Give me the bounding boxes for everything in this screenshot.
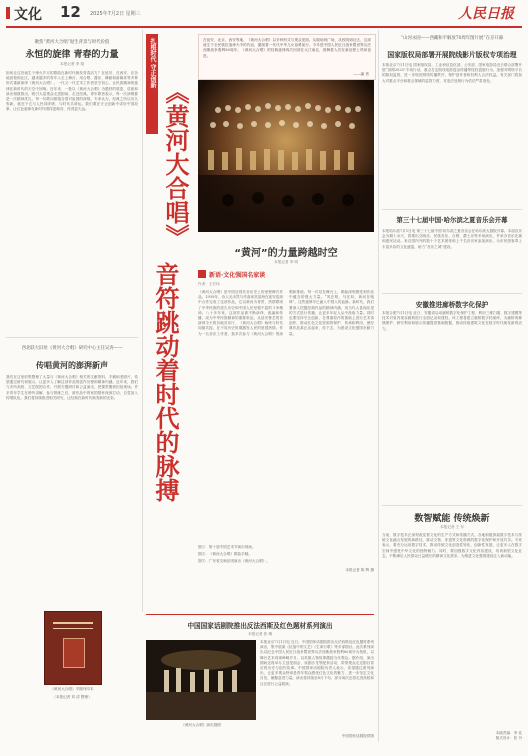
masthead-rule: [6, 26, 522, 28]
left-divider: [6, 337, 138, 338]
left-sub-kicker: 西北联大旧址《黄河大合唱》研究中心主任吴涛——: [21, 346, 123, 351]
feature-label-marker: [198, 270, 206, 278]
right-divider-1: [382, 209, 522, 210]
bottom-body: 本报北京7月1日电 近日，中国国家话剧院推出反法西斯及红色题材系列演出，集中展演《抗战中的文艺》《生命行歌》等多部剧目。此次系列演出以纪念中国人民抗日战争暨世界反法西斯战争胜利80周年为契机，以舞台艺术再现峥嵘岁月，以英雄人物故事激励当代观众。据介绍，演出期间还将举办主创见面会、戏剧沙龙等配套活动，带领观众走近剧目背后的历史与创作故事。中国国家话剧院负责人表示，希望通过系列演出，让更多观众特别是青年观众感受红色文化的魅力，进一步坚定文化自信，凝聚奋进力量。演出将持续至8月下旬，部分场次还将走进高校和社区进行公益展演。: [260, 640, 374, 686]
book-cover-caption: 《黄河大合唱》早期刊印本: [50, 687, 94, 691]
feature-body: 《黄河大合唱》是中国近现代音乐史上的里程碑式作品。1939年，诗人光未然与作曲家冼星海在延安窑洞中合作完成了这部作品，它以黄河为背景，热情歌颂了中华民族的悠久历史和中国人民坚强不屈的斗争精神。八十多年来，这部作品被不断演绎、改编和传播，成为中华民族精神的重要象征。从延安鲁艺的首演到今天的各地音乐厅，《黄河大合唱》始终与时代同频共振，在不同历史时期激发人民的爱国热情。作为一名音乐工作者，我多次参与《黄河大合唱》的演唱和排练。每一次站在舞台上，都能深刻感受到作品中蕴含的强大力量。“风在吼，马在叫，黄河在咆哮”，这些旋律早已融入中国人的血脉。新时代，我们要深入挖掘经典作品的精神内涵，用当代人喜闻乐见的方式进行传播，让更多年轻人从中汲取力量。同时也要坚持守正创新，在尊重原作的基础上进行艺术再创作，推动红色文化资源的保护、传承和利用，使经典作品真正活起来、传下去，为建设文化强国贡献力量。: [198, 290, 374, 336]
right-s4-headline: 数智赋能 传统焕新: [414, 514, 490, 524]
hero-title-bottom: 音符跳动着时代的脉搏: [151, 262, 179, 502]
right-s3-headline: 安徽推进廊桥数字化保护: [415, 301, 489, 309]
left-col-divider: [142, 30, 143, 612]
hero-title-top: 《黄河大合唱》: [161, 80, 189, 248]
left-byline: 本报记者 李 翔: [60, 62, 84, 66]
play-photo-caption: 《黄河大合唱》演出剧照: [181, 723, 221, 727]
hero-label: 扎根时代 守正创新: [146, 34, 158, 134]
right-s1-headline: 国家版权局部署开展院线影片版权专项治理: [387, 51, 517, 59]
feature-caption-2: 图②：《黄河大合唱》歌曲手稿。: [198, 552, 252, 556]
concert-photo: [198, 80, 374, 232]
right-s2-headline: 第三十七届中国·哈尔滨之夏音乐会开幕: [396, 216, 508, 224]
right-s2-body: 本报哈尔滨7月1日电 第三十七届中国·哈尔滨之夏音乐会在哈尔滨大剧院开幕。本届音乐会为期十余天，将推出交响乐、民族音乐、合唱、爵士乐等多场演出，并举办音乐比赛和惠民活动。来自国内外的数十个艺术团体和上千名音乐家参加演出，为市民游客奉上丰富多彩的文化盛宴，助力“音乐之城”建设。: [382, 229, 522, 249]
feature-label: [198, 270, 374, 279]
left-kicker: 聚焦“黄河大合唱”诞生背景与时代价值: [34, 40, 110, 45]
feature-author: 作者：王宏伟: [198, 282, 220, 286]
feature-caption-1: 图①：第十届中国艺术节演出现场。: [198, 545, 256, 549]
right-s1-kicker: “山河永固——西藏和平解放70周年图片展”在京开幕: [400, 36, 504, 41]
feature-headline: “黄河”的力量跨越时空: [234, 248, 338, 259]
feature-credit: 本报记者 陈 辉 摄: [345, 568, 374, 572]
feature-label-text: 新语·文化强国名家谈: [209, 272, 266, 279]
bottom-caption: 中国国家话剧院供图: [341, 734, 374, 738]
left-byline-footer: （本报记者 刘 清 整理）: [52, 695, 92, 699]
feature-byline: 本报记者 李 明: [274, 260, 298, 264]
section-name: 文化: [14, 7, 42, 23]
play-stage-photo: [146, 640, 256, 720]
issue-date: 2025年7月2日 星期三: [90, 11, 141, 17]
hero-intro-byline: ——编 者: [353, 72, 369, 76]
hero-intro: 在延安、北京、西安等地，《黄河大合唱》以多种形式与观众见面。从剧场到广场，从校园到社区，这部诞生于全民族抗战烽火中的作品，激励着一代代中华儿女奋勇前行。今年是中国人民抗日战争暨世界反法西斯战争胜利80周年，《黄河大合唱》的经典旋律再次回荡在大江南北，鼓舞着人们在新征程上昂扬奋进。: [203, 38, 371, 58]
left-sub-body: 我们在这里收集整理了大量与《黄河大合唱》相关的文献资料、手稿和老照片，希望通过研究和展示，让更多人了解这部作品的创作历程和精神内涵。近年来，我们与多所高校、文艺院团合作，开展专题研讨和公益演出，把课堂搬到旧址现场。许多青年学生在聆听讲解、参与排练之后，被作品中的家国情怀深深打动，自觉加入传唱队伍。我们将持续推进相关研究，让经典在新时代焕发新的光彩。: [6, 375, 138, 400]
section-marker: [6, 7, 10, 19]
stage-photo: [376, 34, 377, 35]
hero-intro-box: [198, 34, 376, 80]
left-column: [6, 31, 138, 746]
bottom-headline: 中国国家话剧院推出反法西斯及红色题材系列演出: [187, 622, 333, 630]
masthead: [0, 0, 528, 26]
right-divider-2: [382, 293, 522, 294]
bottom-story-rule: [146, 614, 374, 615]
page-number: 12: [60, 3, 81, 21]
right-column: [382, 31, 522, 746]
bottom-byline: 本报记者 张 琳: [248, 632, 272, 636]
right-s4-byline: 本报记者 王 东: [440, 525, 464, 529]
feature-caption-3: 图③：广东省交响乐团演出《黄河大合唱》。: [198, 559, 270, 563]
right-s4-body: 当前，数字技术正深刻改变着文化的生产方式和传播方式。各地积极探索数字技术与传统文化融合发展的新路径，推动文物、非遗等文化资源的数字化保护和开放共享。专家表示，要充分运用数字技术，推动传统文化创造性转化、创新性发展，让更多人在数字空间中感受中华文化的独特魅力。同时，要加强数字文化内容建设，培育新型文化业态，不断满足人民群众日益增长的精神文化需求，为推进文化强国建设注入新动能。: [382, 533, 522, 558]
newspaper-logo: 人民日报: [458, 6, 514, 22]
page-editors: 本版责编：李 佳 版式设计：张 丹: [495, 731, 522, 740]
left-article-body: 如何让这首诞生于烽火岁月的歌曲在新时代焕发青春活力？在延安、在西安、在各地高校和社区，越来越多的青年人走上舞台，用合唱、器乐、舞蹈和新媒体等多种形式重新演绎《黄河大合唱》。一代又一代艺术工作者坚守初心，让民族精神的旋律在新时代的天空中回响。近年来，一批以《黄河大合唱》为题材的展览、讲座和演出相继推出，吸引大量观众走进剧场、走近经典。青年歌者表示，每一次演唱都是一次精神洗礼，每一句歌词都饱含着对祖国的深情。专家认为，经典之所以历久弥新，就在于它与人民同呼吸、与时代共命运。我们要在守正创新中讲好中国故事，让红色旋律在新时代唱得更响亮、传得更久远。: [6, 71, 138, 112]
right-s1-body: 本报北京7月1日电 国家版权局、工业和信息化部、公安部、国家电影局近日联合部署开展“剑网2025”专项行动，重点打击院线电影盗录传播等侵权盗版行为，加强对网络平台的版权监管，进一步规范网络传播秩序，保护创作者和权利人合法权益。有关部门将加大对重点平台和重点领域的监管力度，对违法违规行为依法严肃查处。: [382, 63, 522, 83]
right-divider-3: [382, 505, 522, 506]
right-s3-body: 本报合肥7月1日电 近日，安徽省启动廊桥数字化保护工程，利用三维扫描、数字建模等技术对省内现存廊桥进行全面记录和建档。该工程将建立廊桥数字档案库，为廊桥的修缮保护、研究利用和展示传播提供基础数据，推动传统建筑文化在数字时代焕发新的活力。: [382, 311, 522, 331]
book-cover-photo: [44, 611, 102, 685]
left-headline: 永恒的旋律 青春的力量: [25, 50, 119, 60]
right-col-divider: [378, 30, 379, 742]
left-sub-headline: 传唱黄河的澎湃新声: [36, 360, 108, 370]
